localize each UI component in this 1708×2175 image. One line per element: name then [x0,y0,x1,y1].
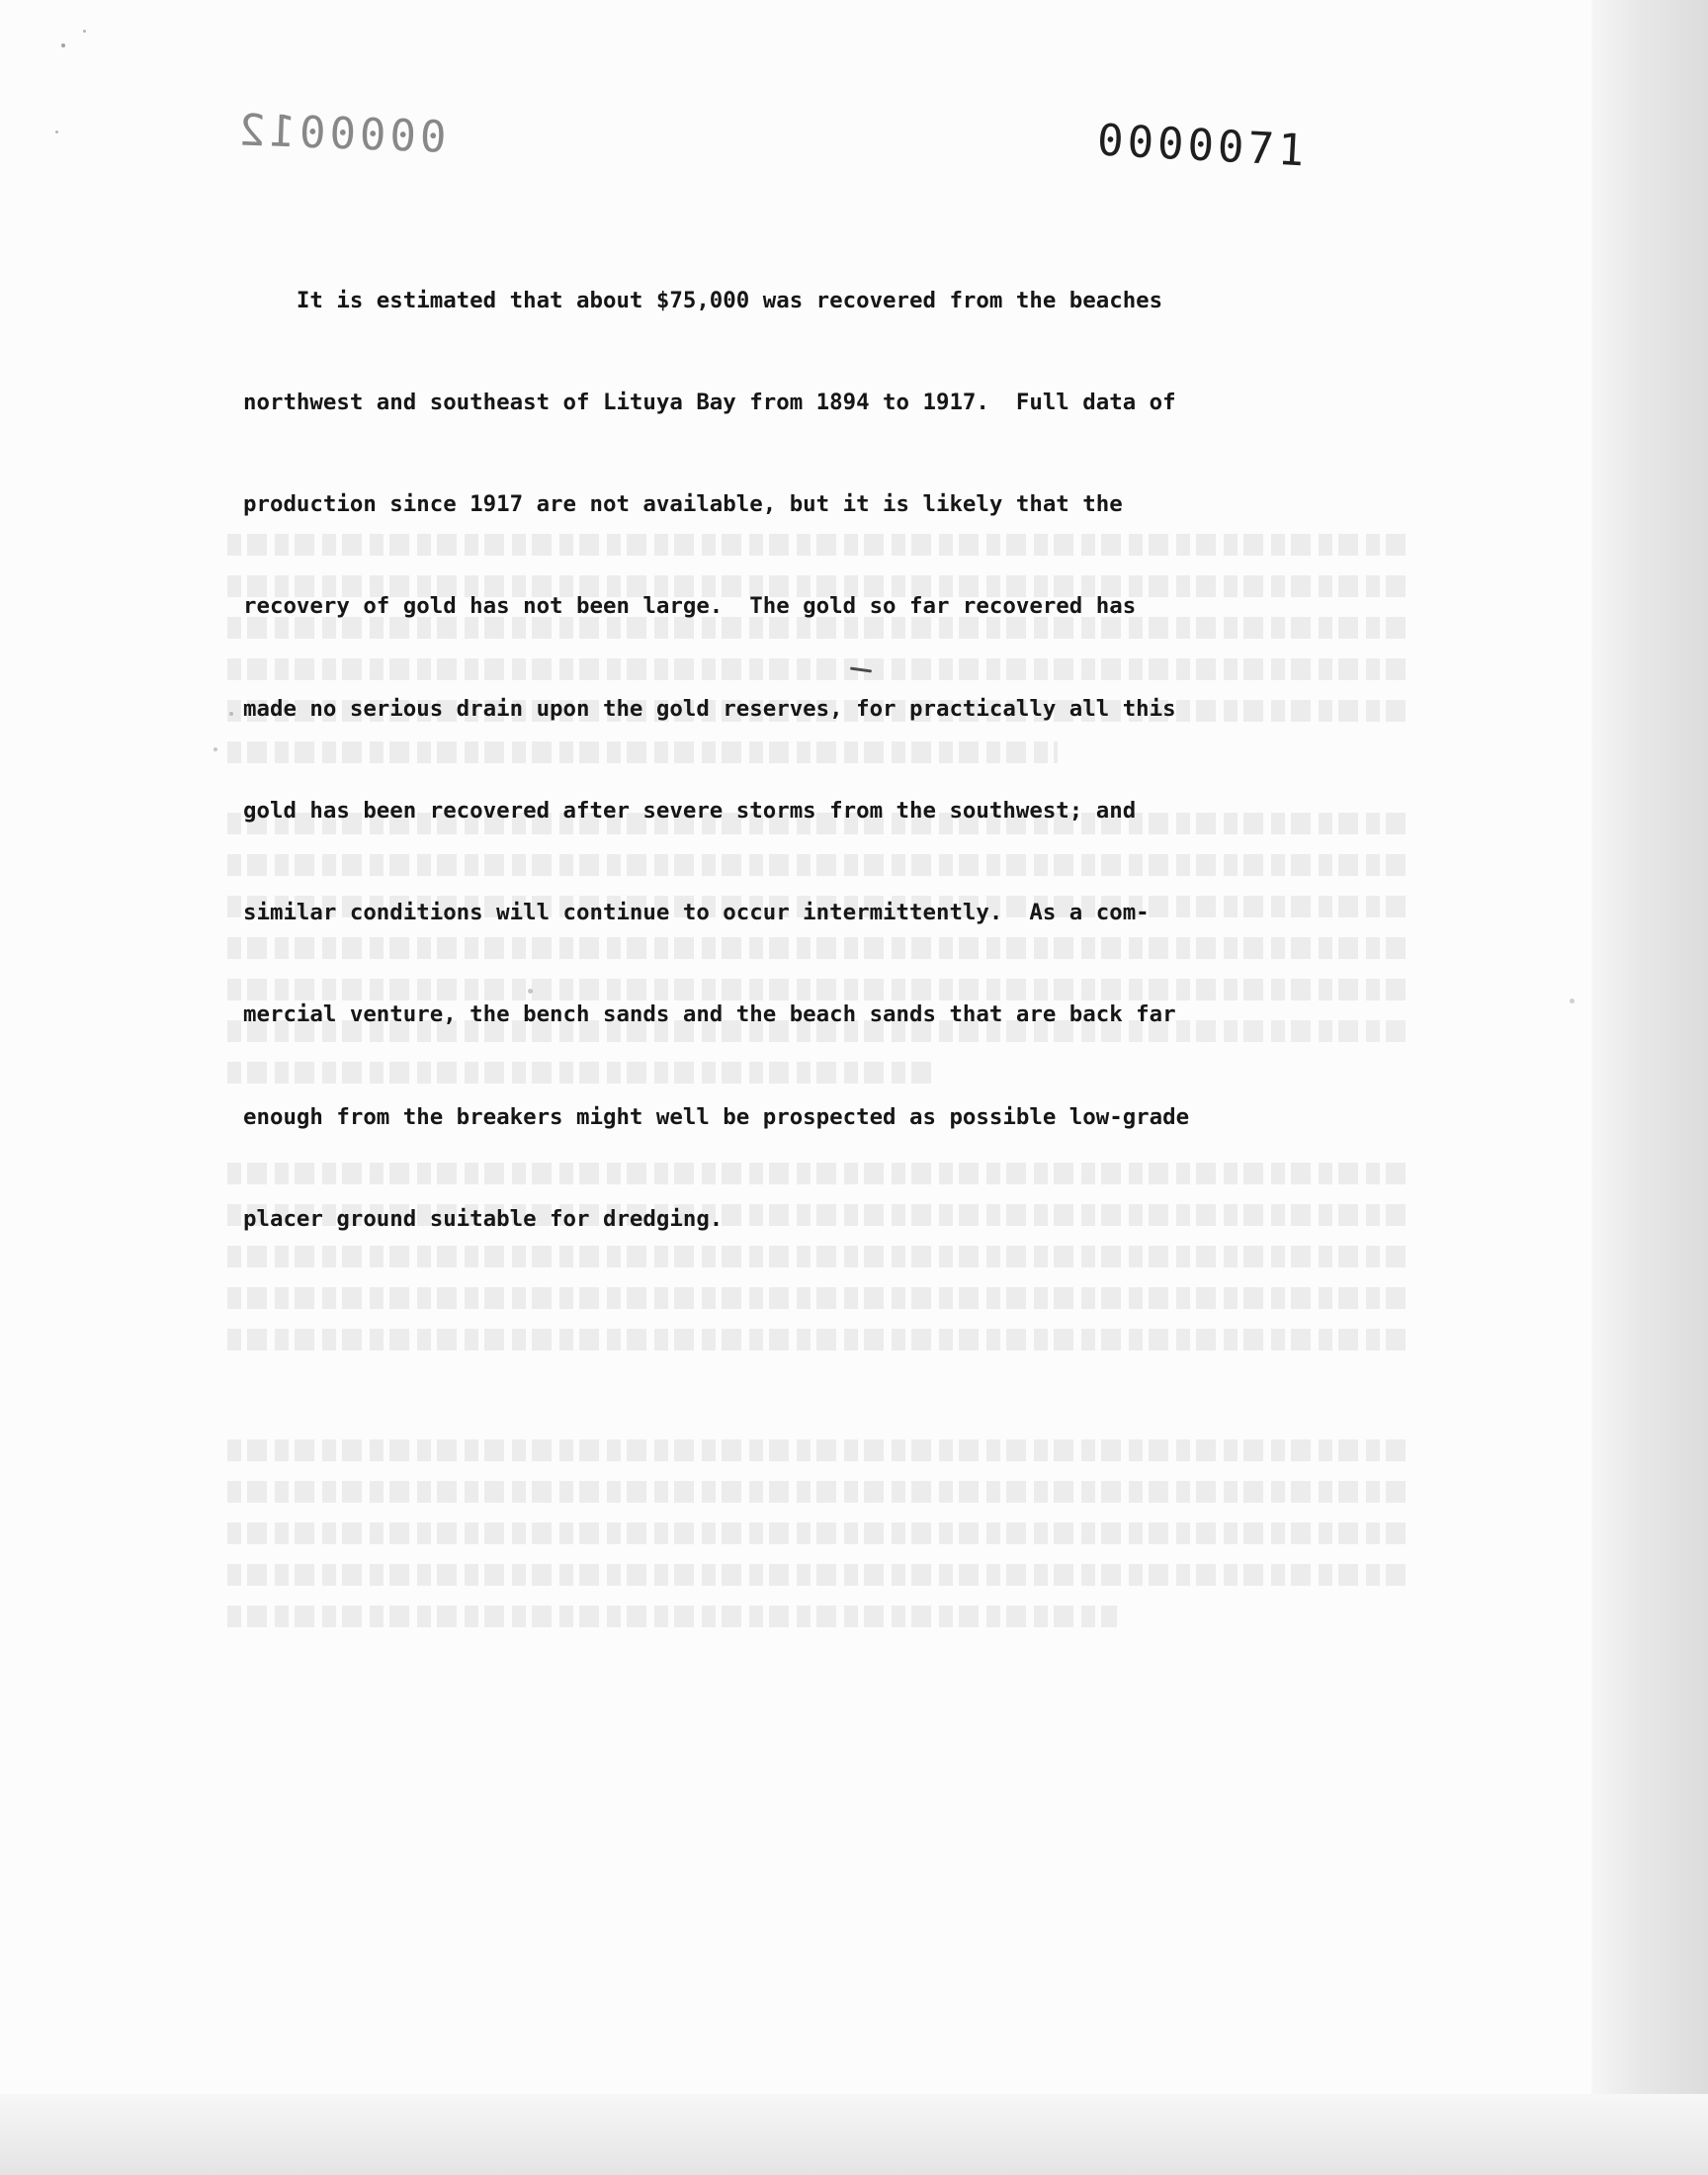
paragraph-line: production since 1917 are not available, but it is likely that the [243,491,1123,518]
scan-speck [61,44,65,47]
paragraph-line: made no serious drain upon the gold reserves, for practically all this [243,695,1176,722]
scan-edge-right [1591,0,1708,2175]
scan-speck [55,130,58,133]
page-number-stamp-mirrored: 0000012 [234,105,448,163]
paragraph-line: recovery of gold has not been large. The gold so far recovered has [243,593,1137,620]
scan-speck [1570,999,1575,1003]
paragraph-line: It is estimated that about $75,000 was recovered from the beaches [243,287,1163,313]
scan-speck [229,712,233,716]
page-number-stamp: 0000071 [1095,115,1310,177]
paragraph-line: similar conditions will continue to occur intermittently. As a com- [243,900,1150,926]
paragraph-line: placer ground suitable for dredging. [243,1205,724,1232]
scan-speck [83,30,86,33]
paragraph-line: northwest and southeast of Lituya Bay from 1894 to 1917. Full data of [243,390,1176,416]
scan-speck [214,747,217,751]
body-paragraph [243,216,1439,1304]
scan-speck [528,989,533,994]
paragraph-line: gold has been recovered after severe storms from the southwest; and [243,797,1137,824]
scan-edge-bottom [0,2094,1708,2175]
paragraph-line: enough from the breakers might well be prospected as possible low-grade [243,1103,1190,1130]
paragraph-line: mercial venture, the bench sands and the beach sands that are back far [243,1001,1176,1028]
